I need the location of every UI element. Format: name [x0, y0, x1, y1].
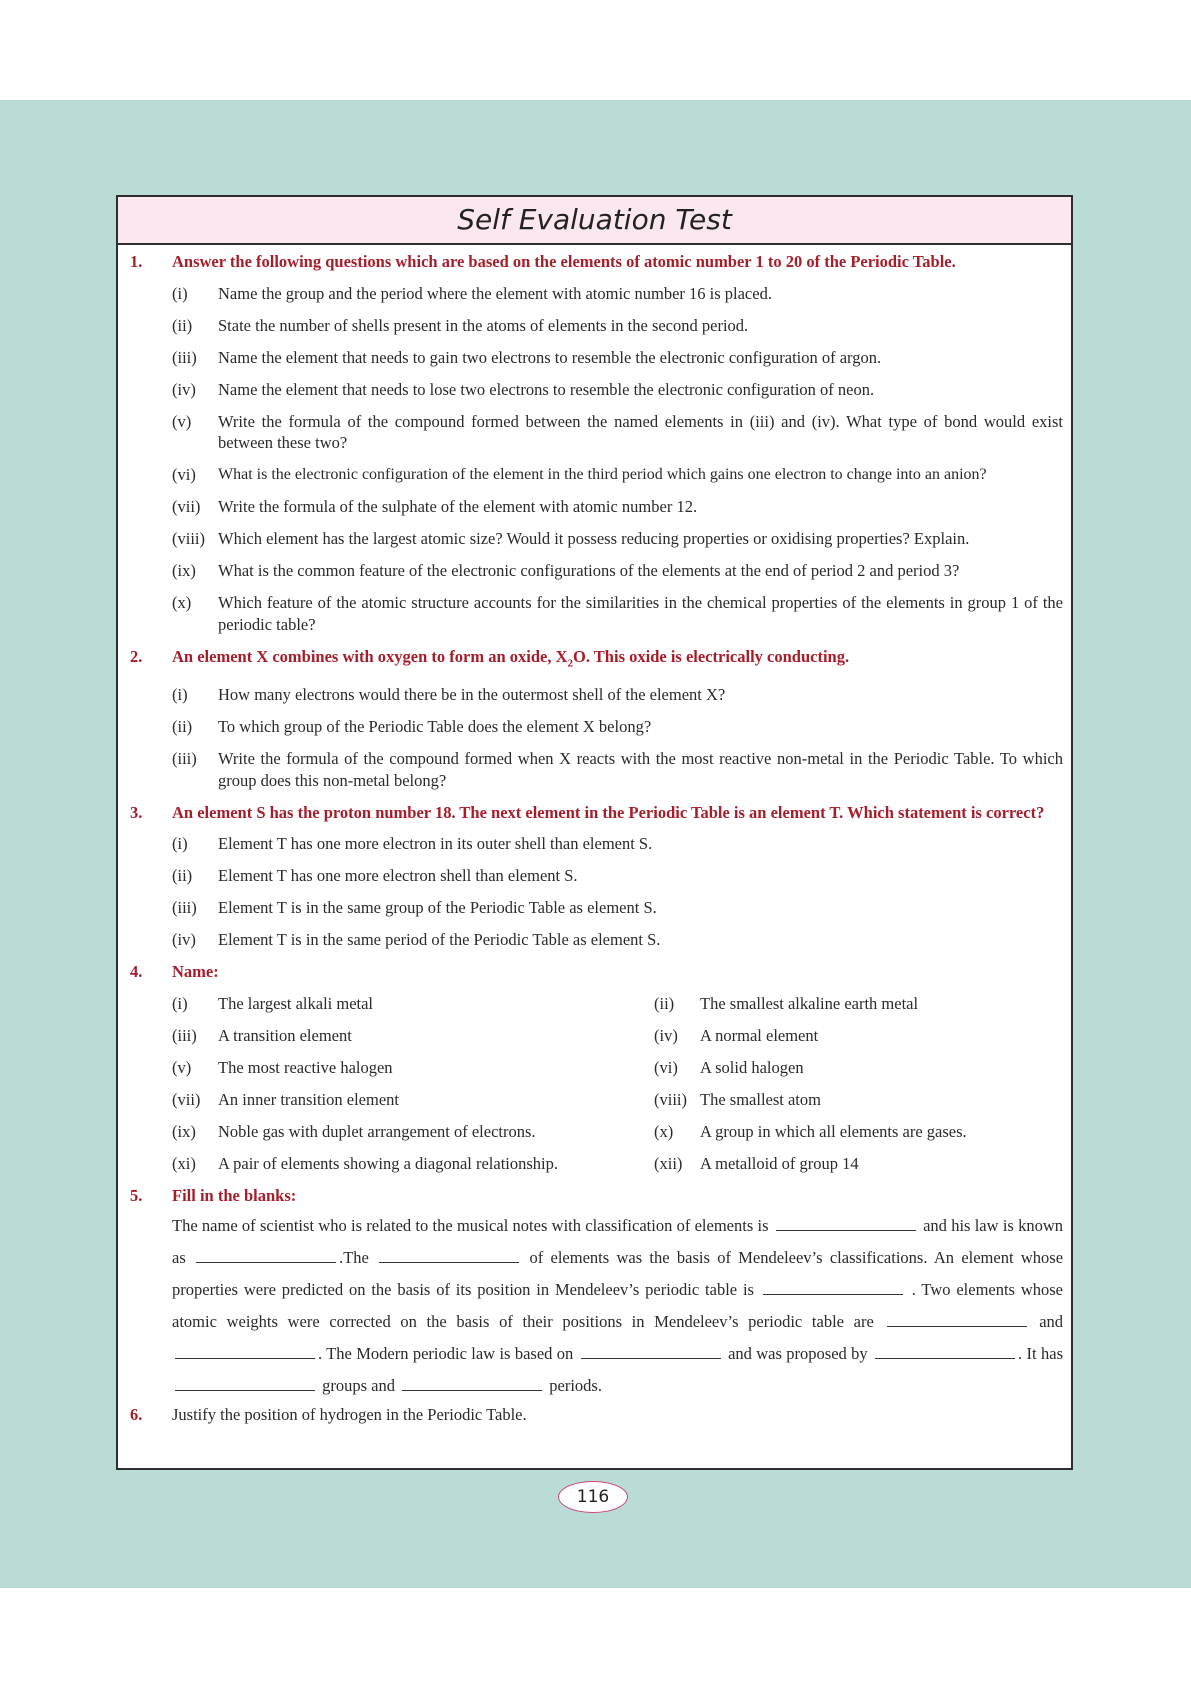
option-text: Element T has one more electron shell than element S. [218, 866, 578, 886]
fill-text: The name of scientist who is related to the musical notes with classification of elements is [172, 1216, 769, 1236]
option [172, 897, 1063, 919]
item-number: (xi) [172, 1153, 196, 1173]
sub-number: (iii) [172, 749, 197, 769]
question-1 [118, 251, 1063, 273]
sub-text: Which feature of the atomic structure accounts for the similarities in the chemical properties of the elements in group 1 of the periodic table? [218, 593, 1063, 634]
item-number: (ii) [654, 993, 675, 1013]
fill-text: and [1039, 1312, 1064, 1332]
item-text: A normal element [700, 1025, 819, 1045]
item-number: (ix) [172, 1121, 196, 1141]
sub-text: How many electrons would there be in the outermost shell of the element X? [218, 685, 726, 705]
name-item [172, 993, 654, 1015]
sub-text: Name the group and the period where the element with atomic number 16 is placed. [218, 283, 772, 303]
item-text: The most reactive halogen [218, 1057, 393, 1077]
sub-number: (v) [172, 411, 192, 431]
sub-text: To which group of the Periodic Table does the element X belong? [218, 717, 652, 737]
option-text: Element T is in the same group of the Periodic Table as element S. [218, 898, 657, 918]
title-bar [118, 197, 1071, 245]
fill-text: .The [339, 1248, 369, 1268]
sub-question [172, 283, 1063, 305]
name-item [654, 1121, 1063, 1143]
fill-text: periods. [549, 1376, 602, 1396]
item-text: A solid halogen [700, 1057, 804, 1077]
question-5 [118, 1185, 1063, 1207]
item-number: (viii) [654, 1089, 687, 1109]
blank-line [875, 1358, 1015, 1359]
name-item [172, 1153, 654, 1175]
blank-line [763, 1294, 903, 1295]
sub-number: (i) [172, 283, 188, 303]
option-number: (iii) [172, 898, 197, 918]
question-3-options [118, 833, 1063, 951]
sub-number: (vii) [172, 497, 201, 516]
evaluation-box [116, 195, 1073, 1470]
option [172, 865, 1063, 887]
sub-number: (ii) [172, 717, 193, 737]
questions [118, 245, 1071, 1426]
fill-text: and was proposed by [728, 1344, 868, 1364]
sub-text: Write the formula of the sulphate of the element with atomic number 12. [218, 497, 698, 516]
question-2 [118, 646, 1063, 675]
option-text: Element T is in the same period of the Periodic Table as element S. [218, 930, 661, 950]
page-number: 116 [558, 1481, 628, 1513]
sub-number: (iv) [172, 379, 196, 399]
item-text: A transition element [218, 1025, 352, 1045]
name-item [654, 993, 1063, 1015]
question-text: Fill in the blanks: [172, 1185, 297, 1205]
sub-text: Write the formula of the compound formed when X reacts with the most reactive non-metal in the Periodic Table. To which group does this non-metal belong? [218, 749, 1063, 790]
name-item [654, 1153, 1063, 1175]
blank-line [196, 1262, 336, 1263]
item-number: (vii) [172, 1089, 201, 1109]
name-item [654, 1057, 1063, 1079]
option-number: (iv) [172, 930, 196, 950]
blank-line [175, 1358, 315, 1359]
sub-question [172, 379, 1063, 401]
sub-text: Write the formula of the compound formed between the named elements in (iii) and (iv). What type of bond would exist between these two? [218, 411, 1063, 452]
option [172, 833, 1063, 855]
option-number: (ii) [172, 866, 193, 886]
question-number: 3. [130, 802, 143, 822]
name-item [172, 1121, 654, 1143]
question-number: 1. [130, 252, 143, 271]
question-6 [118, 1404, 1063, 1426]
fill-text: . The Modern periodic law is based on [318, 1344, 574, 1364]
item-text: A group in which all elements are gases. [700, 1121, 967, 1141]
sub-text: What is the electronic configuration of the element in the third period which gains one electron to change into an anion? [218, 466, 987, 483]
item-text: Noble gas with duplet arrangement of electrons. [218, 1121, 536, 1141]
item-number: (x) [654, 1121, 674, 1141]
blank-line [402, 1390, 542, 1391]
name-item [172, 1089, 654, 1111]
sub-text: Which element has the largest atomic size? Would it possess reducing properties or oxidising properties? Explain. [218, 529, 970, 548]
sub-text: State the number of shells present in the atoms of elements in the second period. [218, 315, 749, 335]
fill-text: and his law is known as [172, 1216, 1064, 1268]
question-text: An element S has the proton number 18. The next element in the Periodic Table is an element T. Which statement is correct? [172, 802, 1045, 822]
blank-line [887, 1326, 1027, 1327]
question-text: Answer the following questions which are based on the elements of atomic number 1 to 20 of the Periodic Table. [172, 252, 956, 271]
blank-line [175, 1390, 315, 1391]
question-number: 4. [130, 962, 143, 982]
fill-text: . Two elements whose atomic weights were corrected on the basis of their positions in Mendeleev’s periodic table are [172, 1280, 1063, 1332]
question-number: 2. [130, 646, 143, 666]
sub-question [172, 464, 1063, 486]
question-2-parts [118, 684, 1063, 791]
sub-text: Name the element that needs to gain two electrons to resemble the electronic configuration of argon. [218, 347, 882, 367]
option [172, 929, 1063, 951]
question-1-parts [118, 283, 1063, 636]
item-number: (i) [172, 993, 188, 1013]
name-item [172, 1025, 654, 1047]
blank-line [581, 1358, 721, 1359]
item-number: (xii) [654, 1153, 683, 1173]
sub-number: (viii) [172, 529, 205, 548]
sub-text: What is the common feature of the electronic configurations of the elements at the end of period 2 and period 3? [218, 561, 960, 580]
question-text: Justify the position of hydrogen in the Periodic Table. [172, 1405, 527, 1425]
item-number: (iv) [654, 1025, 678, 1045]
subscript: 2 [567, 656, 574, 669]
sub-question [172, 528, 1063, 550]
sub-number: (ix) [172, 561, 196, 580]
sub-number: (ii) [172, 315, 193, 335]
question-text: Name: [172, 962, 219, 982]
item-number: (vi) [654, 1057, 678, 1077]
question-text-part: An element X combines with oxygen to form an oxide, X [172, 646, 568, 666]
name-item [172, 1057, 654, 1079]
blank-line [776, 1230, 916, 1231]
item-text: The smallest alkaline earth metal [700, 993, 919, 1013]
sub-question [172, 748, 1063, 791]
sub-question [172, 592, 1063, 635]
fill-in-paragraph [172, 1210, 1063, 1402]
sub-question [172, 496, 1063, 518]
fill-text: of elements was the basis of Mendeleev’s classifications. An element whose properties were predicted on the basis of its position in Mendeleev’s periodic table is [172, 1248, 1064, 1300]
item-number: (iii) [172, 1025, 197, 1045]
blank-line [379, 1262, 519, 1263]
sub-text: Name the element that needs to lose two electrons to resemble the electronic configuration of neon. [218, 379, 875, 399]
page-title: Self Evaluation Test [457, 203, 732, 236]
item-text: An inner transition element [218, 1089, 399, 1109]
item-number: (v) [172, 1057, 192, 1077]
fill-text: groups and [322, 1376, 395, 1396]
item-text: The smallest atom [700, 1089, 821, 1109]
sub-question [172, 315, 1063, 337]
sub-number: (iii) [172, 347, 197, 367]
sub-question [172, 684, 1063, 706]
option-text: Element T has one more electron in its outer shell than element S. [218, 834, 653, 854]
sub-number: (x) [172, 593, 192, 612]
sub-question [172, 560, 1063, 582]
name-item [654, 1089, 1063, 1111]
sub-number: (i) [172, 685, 188, 705]
name-item [654, 1025, 1063, 1047]
sub-number: (vi) [172, 465, 196, 484]
sub-question [172, 347, 1063, 369]
question-4-items [172, 993, 1063, 1175]
item-text: A pair of elements showing a diagonal relationship. [218, 1153, 559, 1173]
item-text: A metalloid of group 14 [700, 1153, 859, 1173]
question-number: 6. [130, 1405, 143, 1425]
question-3 [118, 802, 1063, 824]
question-number: 5. [130, 1185, 143, 1205]
fill-text: . It has [1018, 1344, 1063, 1364]
question-text [172, 646, 1063, 675]
sub-question [172, 716, 1063, 738]
sub-question [172, 411, 1063, 454]
option-number: (i) [172, 834, 188, 854]
question-text-part: O. This oxide is electrically conducting. [573, 646, 850, 666]
item-text: The largest alkali metal [218, 993, 374, 1013]
question-4 [118, 961, 1063, 983]
